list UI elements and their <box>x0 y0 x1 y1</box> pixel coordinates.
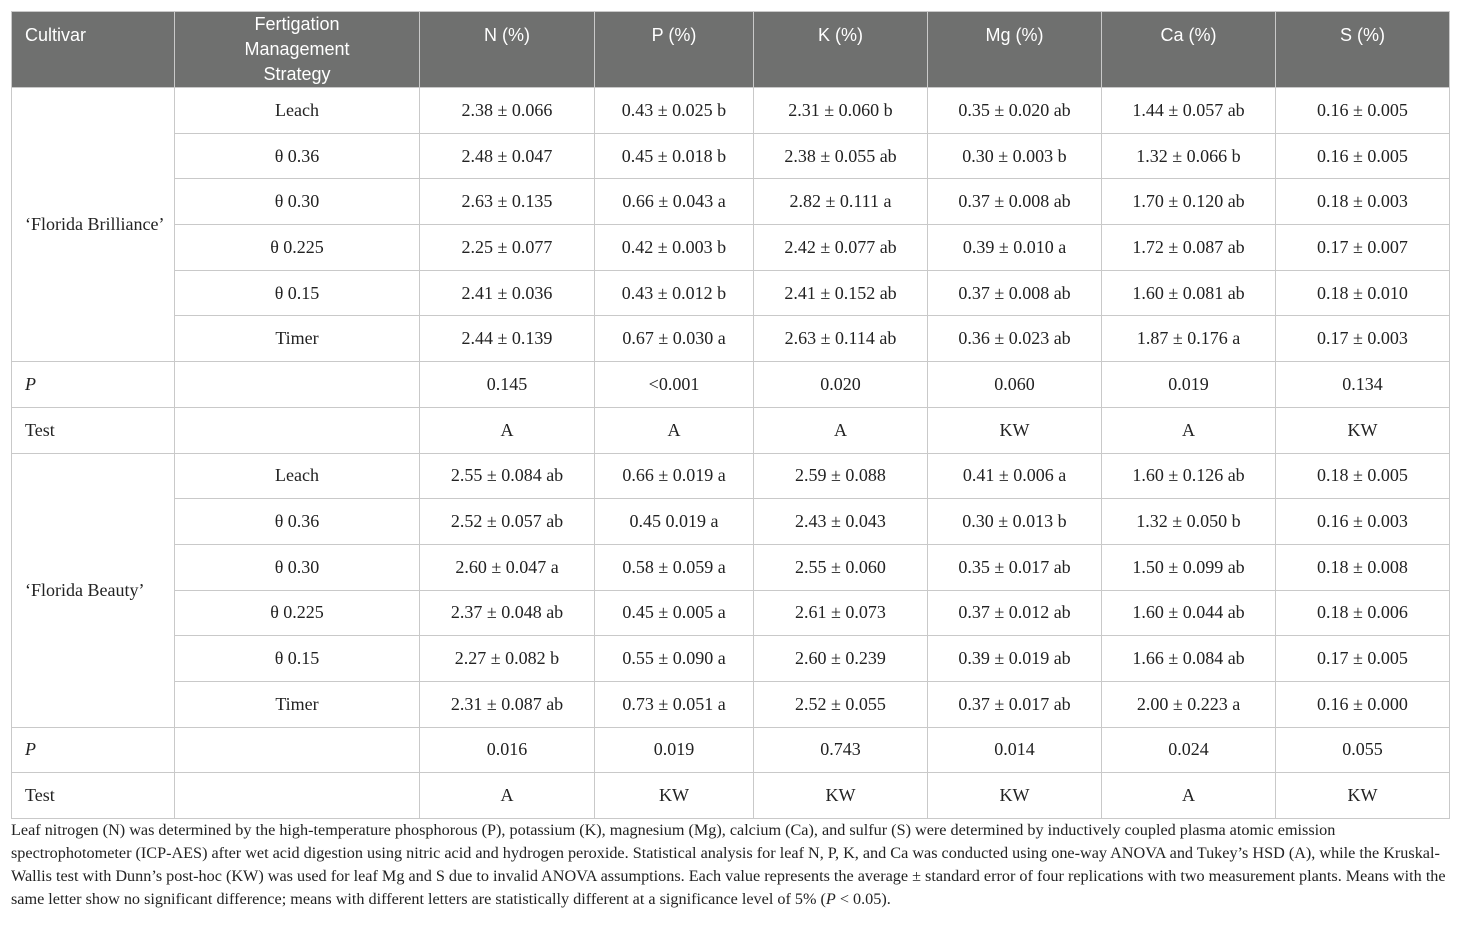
value-cell-ca: 1.87 ± 0.176 a <box>1102 316 1276 362</box>
table-row <box>12 179 1450 225</box>
value-cell-p: 0.66 ± 0.043 a <box>595 179 754 225</box>
value-cell-n: 2.60 ± 0.047 a <box>420 544 595 590</box>
test-cell-s: KW <box>1276 407 1450 453</box>
value-cell-mg: 0.36 ± 0.023 ab <box>928 316 1102 362</box>
value-cell-k: 2.38 ± 0.055 ab <box>754 133 928 179</box>
value-cell-k: 2.42 ± 0.077 ab <box>754 225 928 271</box>
test-row <box>12 773 1450 819</box>
value-cell-ca: 1.60 ± 0.081 ab <box>1102 270 1276 316</box>
table-footnote <box>11 819 1451 911</box>
value-cell-mg: 0.37 ± 0.012 ab <box>928 590 1102 636</box>
test-cell-p: KW <box>595 773 754 819</box>
test-cell-ca: A <box>1102 407 1276 453</box>
p-value-cell-mg: 0.060 <box>928 362 1102 408</box>
strategy-cell: θ 0.30 <box>175 179 420 225</box>
test-cell-mg: KW <box>928 407 1102 453</box>
strategy-cell: θ 0.225 <box>175 225 420 271</box>
test-row <box>12 407 1450 453</box>
table-row <box>12 681 1450 727</box>
value-cell-n: 2.27 ± 0.082 b <box>420 636 595 682</box>
p-value-cell-n: 0.016 <box>420 727 595 773</box>
value-cell-s: 0.17 ± 0.005 <box>1276 636 1450 682</box>
value-cell-mg: 0.39 ± 0.019 ab <box>928 636 1102 682</box>
test-cell-ca: A <box>1102 773 1276 819</box>
value-cell-s: 0.18 ± 0.006 <box>1276 590 1450 636</box>
value-cell-k: 2.59 ± 0.088 <box>754 453 928 499</box>
table-row <box>12 590 1450 636</box>
value-cell-p: 0.42 ± 0.003 b <box>595 225 754 271</box>
value-cell-k: 2.55 ± 0.060 <box>754 544 928 590</box>
strategy-cell: θ 0.30 <box>175 544 420 590</box>
table-row <box>12 88 1450 134</box>
value-cell-s: 0.16 ± 0.000 <box>1276 681 1450 727</box>
value-cell-s: 0.18 ± 0.005 <box>1276 453 1450 499</box>
value-cell-n: 2.63 ± 0.135 <box>420 179 595 225</box>
header-mg: Mg (%) <box>928 12 1102 88</box>
table-row <box>12 499 1450 545</box>
value-cell-mg: 0.37 ± 0.008 ab <box>928 179 1102 225</box>
value-cell-p: 0.66 ± 0.019 a <box>595 453 754 499</box>
value-cell-s: 0.17 ± 0.007 <box>1276 225 1450 271</box>
p-value-cell-ca: 0.019 <box>1102 362 1276 408</box>
strategy-cell: θ 0.36 <box>175 133 420 179</box>
empty-cell <box>175 362 420 408</box>
value-cell-ca: 1.50 ± 0.099 ab <box>1102 544 1276 590</box>
value-cell-ca: 1.72 ± 0.087 ab <box>1102 225 1276 271</box>
table-row <box>12 316 1450 362</box>
value-cell-n: 2.25 ± 0.077 <box>420 225 595 271</box>
value-cell-p: 0.45 ± 0.005 a <box>595 590 754 636</box>
value-cell-p: 0.45 ± 0.018 b <box>595 133 754 179</box>
table-body <box>12 88 1450 819</box>
value-cell-ca: 1.70 ± 0.120 ab <box>1102 179 1276 225</box>
strategy-cell: Timer <box>175 316 420 362</box>
value-cell-n: 2.44 ± 0.139 <box>420 316 595 362</box>
value-cell-p: 0.73 ± 0.051 a <box>595 681 754 727</box>
value-cell-ca: 1.60 ± 0.126 ab <box>1102 453 1276 499</box>
value-cell-n: 2.41 ± 0.036 <box>420 270 595 316</box>
strategy-cell: Timer <box>175 681 420 727</box>
table-row <box>12 270 1450 316</box>
test-cell-k: A <box>754 407 928 453</box>
value-cell-mg: 0.37 ± 0.017 ab <box>928 681 1102 727</box>
p-value-cell-p: 0.019 <box>595 727 754 773</box>
header-cultivar: Cultivar <box>12 12 175 88</box>
value-cell-mg: 0.30 ± 0.003 b <box>928 133 1102 179</box>
value-cell-p: 0.43 ± 0.012 b <box>595 270 754 316</box>
value-cell-ca: 2.00 ± 0.223 a <box>1102 681 1276 727</box>
p-value-cell-n: 0.145 <box>420 362 595 408</box>
value-cell-mg: 0.35 ± 0.017 ab <box>928 544 1102 590</box>
empty-cell <box>175 407 420 453</box>
test-cell-k: KW <box>754 773 928 819</box>
test-cell-n: A <box>420 407 595 453</box>
header-s: S (%) <box>1276 12 1450 88</box>
nutrient-table <box>11 11 1450 819</box>
strategy-cell: θ 0.36 <box>175 499 420 545</box>
value-cell-ca: 1.66 ± 0.084 ab <box>1102 636 1276 682</box>
value-cell-k: 2.61 ± 0.073 <box>754 590 928 636</box>
value-cell-k: 2.43 ± 0.043 <box>754 499 928 545</box>
value-cell-ca: 1.32 ± 0.066 b <box>1102 133 1276 179</box>
value-cell-n: 2.38 ± 0.066 <box>420 88 595 134</box>
empty-cell <box>175 773 420 819</box>
value-cell-k: 2.60 ± 0.239 <box>754 636 928 682</box>
p-value-label: P <box>12 727 175 773</box>
value-cell-ca: 1.44 ± 0.057 ab <box>1102 88 1276 134</box>
value-cell-mg: 0.35 ± 0.020 ab <box>928 88 1102 134</box>
value-cell-s: 0.17 ± 0.003 <box>1276 316 1450 362</box>
table-row <box>12 225 1450 271</box>
strategy-cell: θ 0.225 <box>175 590 420 636</box>
value-cell-p: 0.58 ± 0.059 a <box>595 544 754 590</box>
value-cell-n: 2.31 ± 0.087 ab <box>420 681 595 727</box>
value-cell-ca: 1.60 ± 0.044 ab <box>1102 590 1276 636</box>
p-value-cell-k: 0.743 <box>754 727 928 773</box>
table-row <box>12 133 1450 179</box>
value-cell-s: 0.18 ± 0.008 <box>1276 544 1450 590</box>
test-cell-s: KW <box>1276 773 1450 819</box>
strategy-cell: Leach <box>175 88 420 134</box>
value-cell-p: 0.45 0.019 a <box>595 499 754 545</box>
p-value-label: P <box>12 362 175 408</box>
p-value-cell-k: 0.020 <box>754 362 928 408</box>
header-strategy: Fertigation Management Strategy <box>175 12 420 88</box>
test-cell-n: A <box>420 773 595 819</box>
strategy-cell: θ 0.15 <box>175 270 420 316</box>
footnote-text: Leaf nitrogen (N) was determined by the high-temperature phosphorous (P), potassium (K), magnesium (Mg), calcium (Ca), and sulfur (S) were determined by inductively coupled plasma atomic emission spectrophotometer (ICP-AES) after wet acid digestion using nitric acid and hydrogen peroxide. Statistical analysis for leaf N, P, K, and Ca was conducted using one-way ANOVA and Tukey’s HSD (A), while the Kruskal-Wallis test with Dunn’s post-hoc (KW) was used for leaf Mg and S due to invalid ANOVA assumptions. Each value represents the average ± standard error of four replications with two measurement plants. Means with the same letter show no significant difference; means with different letters are statistically different at a significance level of 5% ( <box>11 821 1446 908</box>
footnote-text-end: < 0.05). <box>835 890 891 908</box>
table-row <box>12 544 1450 590</box>
header-ca: Ca (%) <box>1102 12 1276 88</box>
value-cell-mg: 0.30 ± 0.013 b <box>928 499 1102 545</box>
value-cell-p: 0.55 ± 0.090 a <box>595 636 754 682</box>
value-cell-ca: 1.32 ± 0.050 b <box>1102 499 1276 545</box>
test-cell-mg: KW <box>928 773 1102 819</box>
test-label: Test <box>12 407 175 453</box>
empty-cell <box>175 727 420 773</box>
p-value-cell-p: <0.001 <box>595 362 754 408</box>
value-cell-s: 0.16 ± 0.005 <box>1276 133 1450 179</box>
strategy-cell: θ 0.15 <box>175 636 420 682</box>
value-cell-s: 0.18 ± 0.003 <box>1276 179 1450 225</box>
value-cell-n: 2.48 ± 0.047 <box>420 133 595 179</box>
value-cell-n: 2.55 ± 0.084 ab <box>420 453 595 499</box>
value-cell-k: 2.82 ± 0.111 a <box>754 179 928 225</box>
value-cell-mg: 0.41 ± 0.006 a <box>928 453 1102 499</box>
strategy-cell: Leach <box>175 453 420 499</box>
test-cell-p: A <box>595 407 754 453</box>
value-cell-k: 2.63 ± 0.114 ab <box>754 316 928 362</box>
value-cell-n: 2.52 ± 0.057 ab <box>420 499 595 545</box>
value-cell-p: 0.67 ± 0.030 a <box>595 316 754 362</box>
value-cell-k: 2.31 ± 0.060 b <box>754 88 928 134</box>
cultivar-cell: ‘Florida Beauty’ <box>12 453 175 727</box>
value-cell-k: 2.41 ± 0.152 ab <box>754 270 928 316</box>
p-value-row <box>12 362 1450 408</box>
value-cell-n: 2.37 ± 0.048 ab <box>420 590 595 636</box>
p-value-cell-s: 0.055 <box>1276 727 1450 773</box>
test-label: Test <box>12 773 175 819</box>
p-value-cell-s: 0.134 <box>1276 362 1450 408</box>
value-cell-s: 0.16 ± 0.003 <box>1276 499 1450 545</box>
value-cell-mg: 0.39 ± 0.010 a <box>928 225 1102 271</box>
table-row <box>12 453 1450 499</box>
header-k: K (%) <box>754 12 928 88</box>
header-n: N (%) <box>420 12 595 88</box>
cultivar-cell: ‘Florida Brilliance’ <box>12 88 175 362</box>
p-value-cell-ca: 0.024 <box>1102 727 1276 773</box>
p-value-cell-mg: 0.014 <box>928 727 1102 773</box>
value-cell-s: 0.18 ± 0.010 <box>1276 270 1450 316</box>
value-cell-mg: 0.37 ± 0.008 ab <box>928 270 1102 316</box>
table-header <box>12 12 1450 88</box>
p-value-row <box>12 727 1450 773</box>
value-cell-s: 0.16 ± 0.005 <box>1276 88 1450 134</box>
header-row <box>12 12 1450 88</box>
value-cell-p: 0.43 ± 0.025 b <box>595 88 754 134</box>
value-cell-k: 2.52 ± 0.055 <box>754 681 928 727</box>
header-p: P (%) <box>595 12 754 88</box>
table-row <box>12 636 1450 682</box>
footnote-p-symbol: P <box>825 890 836 908</box>
